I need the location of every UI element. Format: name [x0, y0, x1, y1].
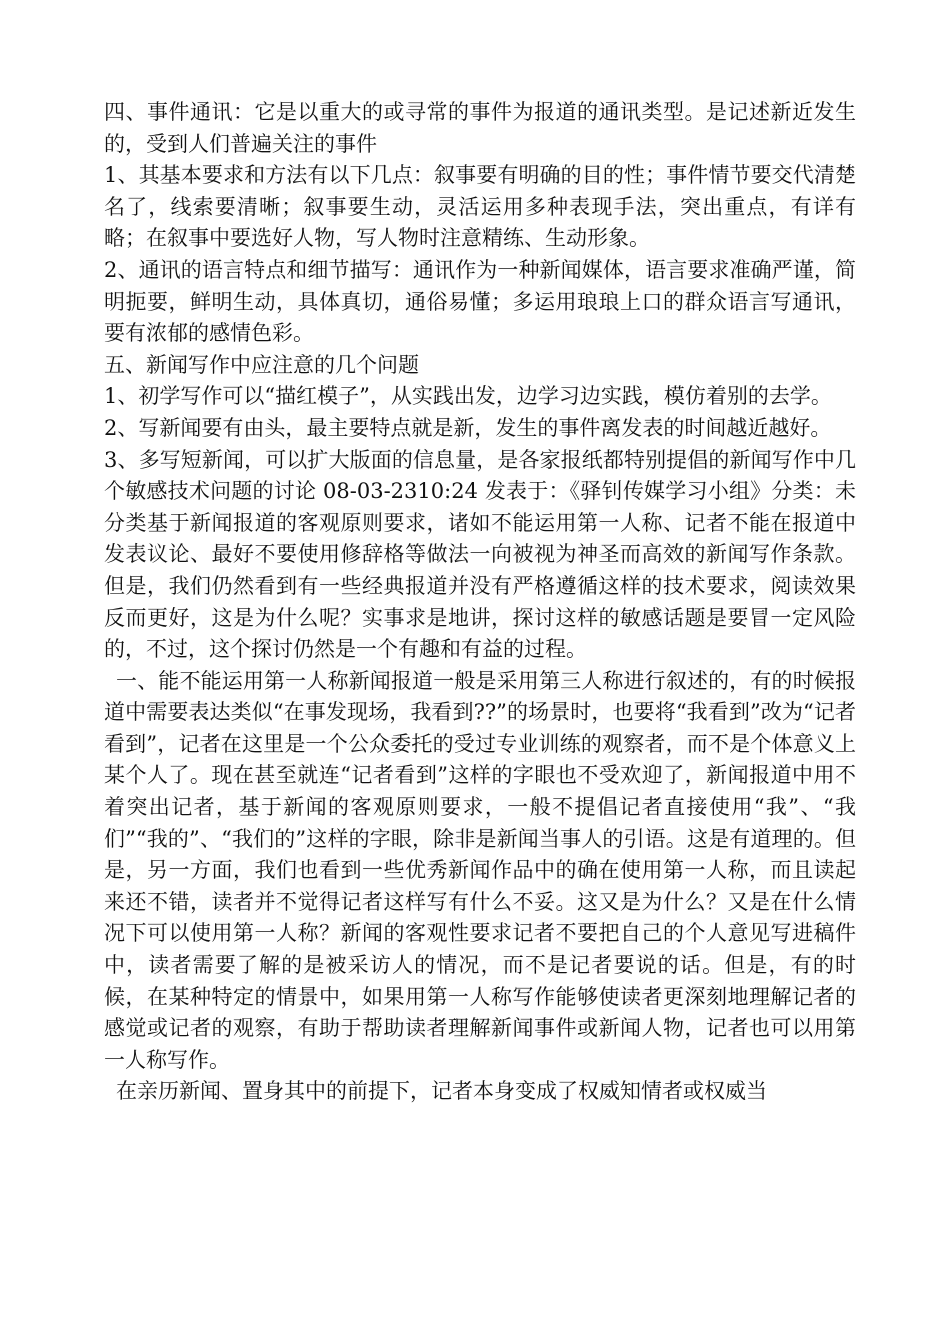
paragraph-short-news: 3、多写短新闻，可以扩大版面的信息量，是各家报纸都特别提倡的新闻写作中几个敏感技术问题的讨论 08-03-2310:24 发表于：《驿钊传媒学习小组》分类：未分类基于新闻报道的客观原则要求，诸如不能运用第一人称、记者不能在报道中发表议论、最好不要使用修辞格等做法一向被视为神圣而高效的新闻写作条款。但是，我们仍然看到有一些经典报道并没有严格遵循这样的技术要求，阅读效果反而更好，这是为什么呢？实事求是地讲，探讨这样的敏感话题是要冒一定风险的，不过，这个探讨仍然是一个有趣和有益的过程。 [104, 447, 856, 662]
paragraph-beginner-writing: 1、初学写作可以“描红模子”，从实践出发，边学习边实践，模仿着别的去学。 [104, 384, 832, 409]
paragraph-first-person: 一、能不能运用第一人称新闻报道一般是采用第三人称进行叙述的，有的时候报道中需要表达类似“在事发现场，我看到??”的场景时，也要将“我看到”改为“记者看到”，记者在这里是一个公众委托的受过专业训练的观察者，而不是个体意义上某个人了。现在甚至就连“记者看到”这样的字眼也不受欢迎了，新闻报道中用不着突出记者，基于新闻的客观原则要求，一般不提倡记者直接使用“我”、“我们”“我的”、“我们的”这样的字眼，除非是新闻当事人的引语。这是有道理的。但是，另一方面，我们也看到一些优秀新闻作品中的确在使用第一人称，而且读起来还不错，读者并不觉得记者这样写有什么不妥。这又是为什么？又是在什么情况下可以使用第一人称？新闻的客观性要求记者不要把自己的个人意见写进稿件中，读者需要了解的是被采访人的情况，而不是记者要说的话。但是，有的时候，在某种特定的情景中，如果用第一人称写作能够使读者更深刻地理解记者的感觉或记者的观察，有助于帮助读者理解新闻事件或新闻人物，记者也可以用第一人称写作。 [104, 668, 856, 1072]
paragraph-news-hook: 2、写新闻要有由头，最主要特点就是新，发生的事件离发表的时间越近越好。 [104, 415, 832, 440]
section-heading-event-report: 四、事件通讯：它是以重大的或寻常的事件为报道的通讯类型。是记述新近发生的，受到人们普遍关注的事件 [104, 100, 856, 156]
paragraph-language-features: 2、通讯的语言特点和细节描写：通讯作为一种新闻媒体，语言要求准确严谨，简明扼要，鲜明生动，具体真切，通俗易懂；多运用琅琅上口的群众语言写通讯，要有浓郁的感情色彩。 [104, 257, 856, 346]
paragraph-firsthand-news: 在亲历新闻、置身其中的前提下，记者本身变成了权威知情者或权威当 [116, 1079, 767, 1104]
paragraph-basic-requirements: 1、其基本要求和方法有以下几点：叙事要有明确的目的性；事件情节要交代清楚名了，线索要清晰；叙事要生动，灵活运用多种表现手法，突出重点，有详有略；在叙事中要选好人物，写人物时注意精练、生动形象。 [104, 163, 856, 251]
section-heading-writing-issues: 五、新闻写作中应注意的几个问题 [104, 352, 419, 377]
document-body [104, 97, 856, 1108]
